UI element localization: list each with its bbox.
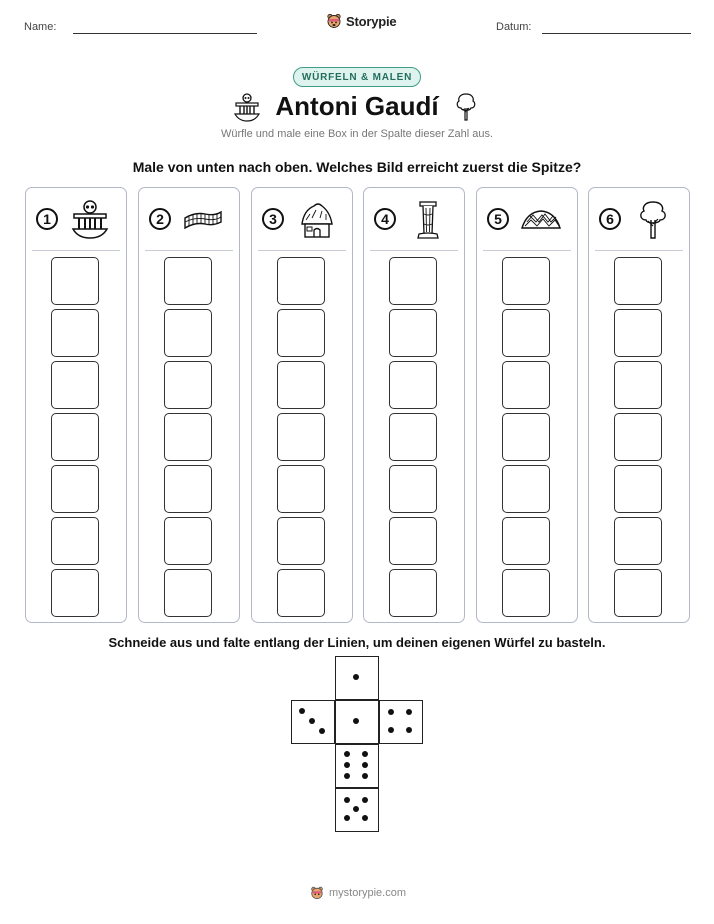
color-box[interactable] [389,465,437,513]
column-2 [138,187,240,623]
color-box[interactable] [614,517,662,565]
bench-icon [183,200,223,240]
cut-instruction: Schneide aus und falte entlang der Linien, um deinen eigenen Würfel zu basteln. [108,635,606,650]
color-box[interactable] [277,465,325,513]
name-line[interactable] [73,33,257,34]
color-box[interactable] [502,569,550,617]
mushroom-house-icon [296,200,336,240]
color-box[interactable] [164,309,212,357]
color-box[interactable] [502,517,550,565]
color-box[interactable] [614,309,662,357]
die-face-1 [335,656,379,700]
footer [310,886,406,900]
date-label: Datum: [496,21,532,33]
die-face-3 [291,700,335,744]
color-box[interactable] [502,257,550,305]
tree-icon [633,200,673,240]
column-number: 3 [262,208,284,230]
color-box[interactable] [164,569,212,617]
color-box[interactable] [51,257,99,305]
color-box[interactable] [164,413,212,461]
date-line[interactable] [542,33,691,34]
die-face-6 [335,744,379,788]
die-pip [353,718,359,724]
column-divider [595,250,683,251]
die-pip [344,762,350,768]
die-pip [353,674,359,680]
color-box[interactable] [277,257,325,305]
column-6 [588,187,690,623]
column-number: 1 [36,208,58,230]
die-pip [353,806,359,812]
color-box[interactable] [389,257,437,305]
name-label: Name: [24,21,57,33]
column-divider [483,250,571,251]
die-pip [362,751,368,757]
die-pip [362,815,368,821]
page-title: Antoni Gaudí [275,91,439,121]
die-pip [344,815,350,821]
color-box[interactable] [614,465,662,513]
color-box[interactable] [51,465,99,513]
die-pip [309,718,315,724]
column-number: 5 [487,208,509,230]
bear-logo-icon [310,886,324,900]
column-divider [258,250,346,251]
column-divider [32,250,120,251]
color-box[interactable] [164,361,212,409]
column-divider [370,250,458,251]
color-box[interactable] [389,569,437,617]
die-pip [406,709,412,715]
color-box[interactable] [164,517,212,565]
color-box[interactable] [502,413,550,461]
die-pip [344,773,350,779]
instruction: Male von unten nach oben. Welches Bild erreicht zuerst die Spitze? [132,159,582,175]
column-1 [25,187,127,623]
die-pip [362,797,368,803]
color-box[interactable] [389,517,437,565]
balcony-skull-icon [70,200,110,240]
color-box[interactable] [614,569,662,617]
color-box[interactable] [389,413,437,461]
color-box[interactable] [277,413,325,461]
die-pip [299,708,305,714]
color-box[interactable] [51,361,99,409]
color-box[interactable] [502,465,550,513]
color-box[interactable] [614,413,662,461]
die-face-1-center [335,700,379,744]
column-number: 2 [149,208,171,230]
tree-icon [455,92,477,122]
column-number: 4 [374,208,396,230]
color-box[interactable] [614,361,662,409]
column-3 [251,187,353,623]
footer-url[interactable]: mystorypie.com [329,887,407,899]
color-box[interactable] [51,309,99,357]
die-pip [406,727,412,733]
color-box[interactable] [277,309,325,357]
die-face-5 [335,788,379,832]
bear-logo-icon [326,13,342,29]
column-4 [363,187,465,623]
color-box[interactable] [502,309,550,357]
die-face-4 [379,700,423,744]
die-pip [388,727,394,733]
color-box[interactable] [277,569,325,617]
die-pip [344,797,350,803]
color-box[interactable] [164,465,212,513]
column-5 [476,187,578,623]
color-box[interactable] [502,361,550,409]
category-pill: WÜRFELN & MALEN [293,67,421,87]
column-icon [408,200,448,240]
color-box[interactable] [277,517,325,565]
column-divider [145,250,233,251]
color-box[interactable] [51,569,99,617]
color-box[interactable] [51,413,99,461]
color-box[interactable] [164,257,212,305]
color-box[interactable] [389,361,437,409]
die-pip [388,709,394,715]
color-box[interactable] [51,517,99,565]
color-box[interactable] [614,257,662,305]
color-box[interactable] [277,361,325,409]
die-pip [362,762,368,768]
die-pip [319,728,325,734]
subtitle: Würfle und male eine Box in der Spalte dieser Zahl aus. [220,128,494,140]
brand-logo [326,13,396,29]
color-box[interactable] [389,309,437,357]
column-number: 6 [599,208,621,230]
brand-name: Storypie [346,13,397,29]
die-pip [344,751,350,757]
dragon-scale-roof-icon [521,200,561,240]
die-pip [362,773,368,779]
